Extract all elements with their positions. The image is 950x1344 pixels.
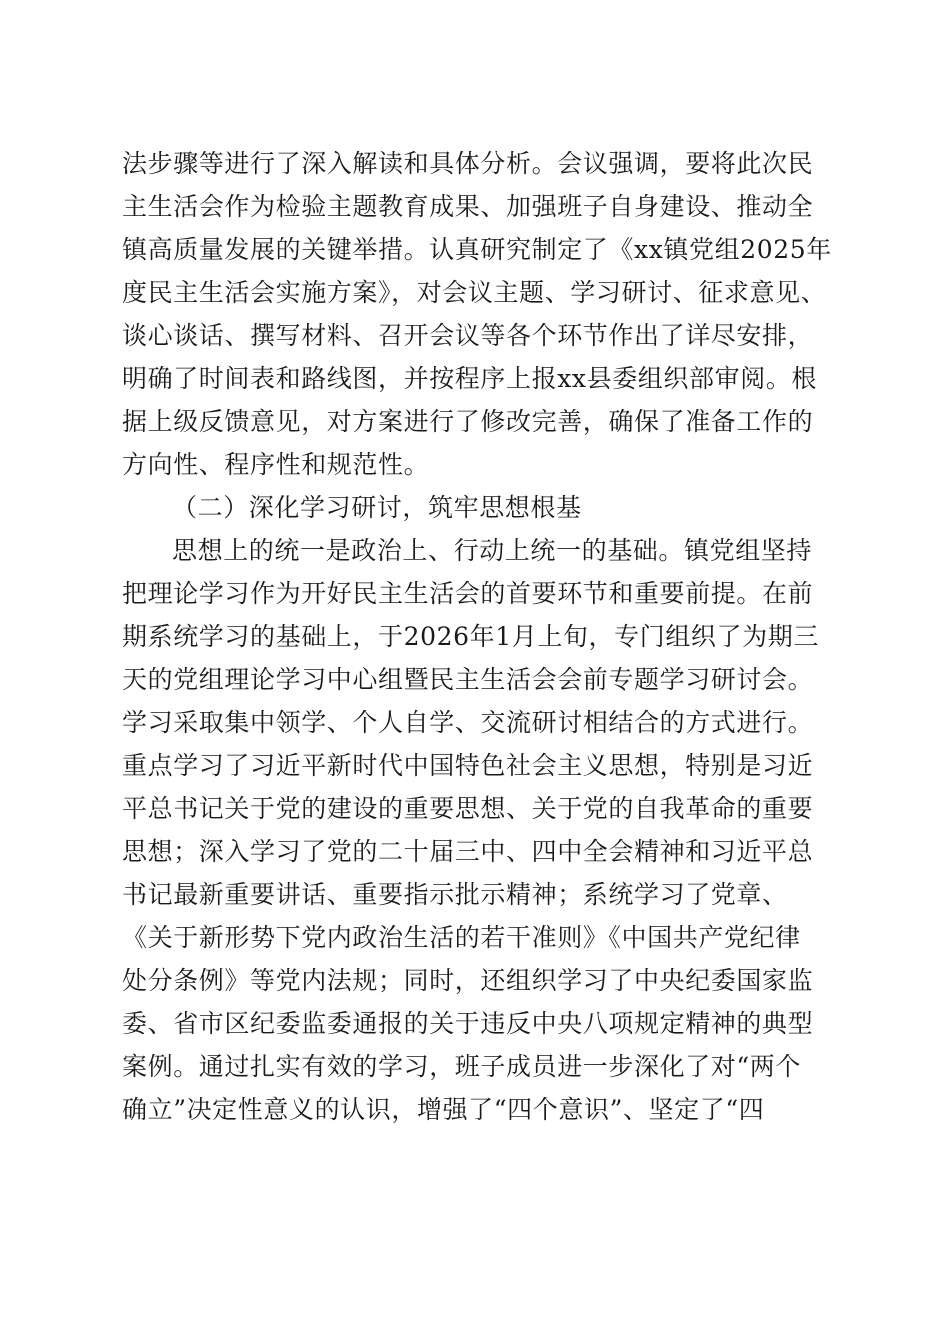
- text-line: 思想；深入学习了党的二十届三中、四中全会精神和习近平总: [122, 837, 814, 866]
- text-line: 书记最新重要讲话、重要指示批示精神；系统学习了党章、: [122, 880, 788, 909]
- paragraph-plan: [122, 142, 832, 486]
- text-line: 度民主生活会实施方案》，对会议主题、学习研讨、征求意见、: [122, 278, 827, 307]
- paragraph-study: [122, 529, 832, 1131]
- text-line: 天的党组理论学习中心组暨民主生活会会前专题学习研讨会。: [122, 665, 814, 694]
- text-line: 处分条例》等党内法规；同时，还组织学习了中央纪委国家监: [122, 966, 814, 995]
- text-line: 委、省市区纪委监委通报的关于违反中央八项规定精神的典型: [122, 1009, 814, 1038]
- text-line: 平总书记关于党的建设的重要思想、关于党的自我革命的重要: [122, 794, 814, 823]
- text-line: 重点学习了习近平新时代中国特色社会主义思想，特别是习近: [122, 751, 814, 780]
- text-line: 期系统学习的基础上，于2026年1月上旬，专门组织了为期三: [122, 622, 819, 651]
- text-line: 确立”决定性意义的认识，增强了“四个意识”、坚定了“四: [122, 1095, 765, 1124]
- text-line: 主生活会作为检验主题教育成果、加强班子自身建设、推动全: [122, 192, 814, 221]
- text-line: 谈心谈话、撰写材料、召开会议等各个环节作出了详尽安排，: [122, 321, 814, 350]
- text-line: 把理论学习作为开好民主生活会的首要环节和重要前提。在前: [122, 579, 814, 608]
- document-body: [122, 142, 832, 1131]
- text-line: 《关于新形势下党内政治生活的若干准则》《中国共产党纪律: [122, 923, 801, 952]
- text-line: 方向性、程序性和规范性。: [122, 450, 430, 479]
- section-heading: （二）深化学习研讨，筑牢思想根基: [172, 493, 582, 522]
- text-line: 镇高质量发展的关键举措。认真研究制定了《xx镇党组2025年: [122, 235, 832, 264]
- text-line: 案例。通过扎实有效的学习，班子成员进一步深化了对“两个: [122, 1052, 801, 1081]
- text-line: 学习采取集中领学、个人自学、交流研讨相结合的方式进行。: [122, 708, 814, 737]
- text-line: 据上级反馈意见，对方案进行了修改完善，确保了准备工作的: [122, 407, 814, 436]
- text-line: 明确了时间表和路线图，并按程序上报xx县委组织部审阅。根: [122, 364, 818, 393]
- text-line: 思想上的统一是政治上、行动上统一的基础。镇党组坚持: [172, 536, 813, 565]
- text-line: 法步骤等进行了深入解读和具体分析。会议强调，要将此次民: [122, 149, 814, 178]
